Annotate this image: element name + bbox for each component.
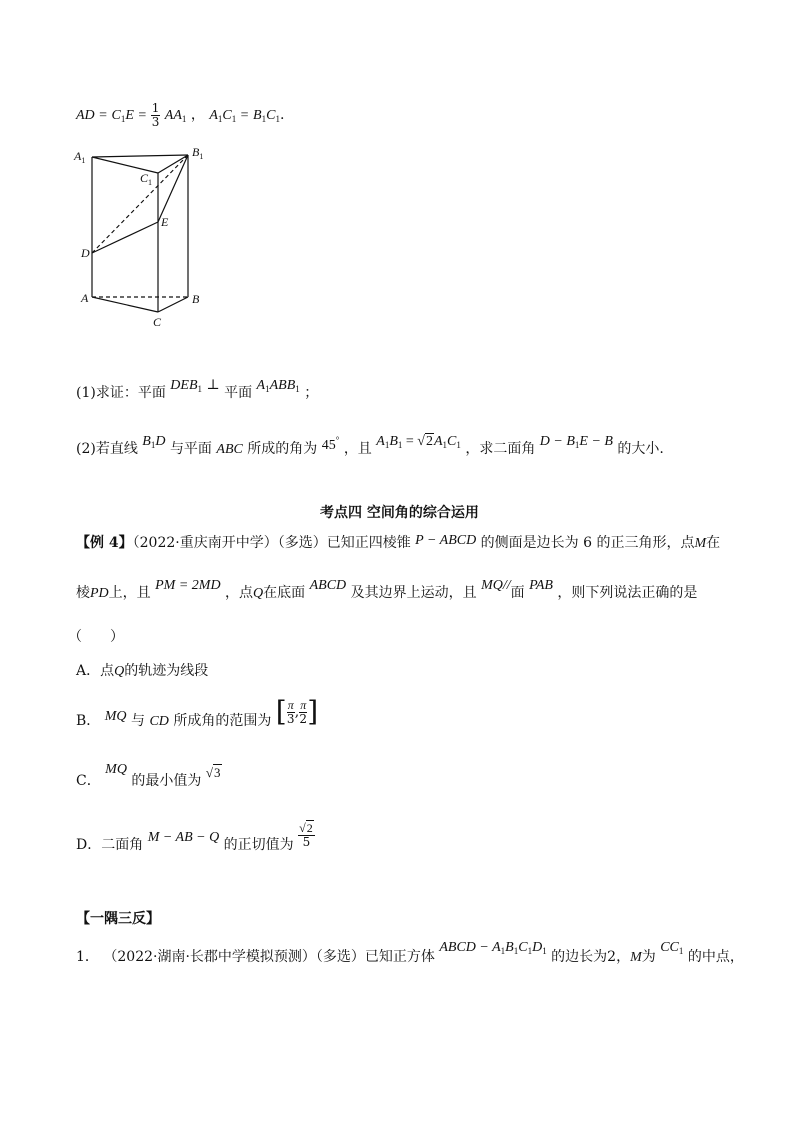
- sub-1: 1: [261, 114, 267, 125]
- deg-sign: °: [335, 435, 340, 445]
- q2-end: 的大小.: [617, 441, 664, 457]
- edge-db1-hidden: [92, 155, 188, 253]
- label-a1: $A_1$: [74, 149, 86, 165]
- example-source: （2022·重庆南开中学）（多选）已知正四棱锥: [132, 535, 411, 551]
- label-a: A: [81, 291, 89, 305]
- sub-1: 1: [120, 114, 126, 125]
- option-label: C．: [76, 773, 101, 789]
- problem-number: 1．: [76, 949, 99, 965]
- edge-de: [92, 222, 158, 253]
- dihedral-angle: [540, 434, 613, 449]
- eq-sign: =: [99, 108, 108, 124]
- frac-num: 1: [151, 101, 160, 115]
- seg-ad: AD: [76, 108, 95, 124]
- angle-45: [321, 435, 340, 453]
- angle-text-b: E − B: [579, 434, 613, 449]
- section-title: 考点四 空间角的综合运用: [320, 505, 479, 521]
- cube-name: [439, 940, 546, 955]
- edge-a1c1: [92, 157, 158, 173]
- seg-aa1: AA: [164, 108, 182, 124]
- top-formula: [76, 102, 284, 128]
- a-text: A: [376, 434, 385, 449]
- q2-mid3: ，且: [343, 441, 372, 457]
- problem-text: 的中点，: [687, 949, 744, 965]
- text: 及其边界上运动，且: [350, 585, 477, 601]
- point-m: M: [630, 950, 642, 965]
- sub-1: 1: [217, 114, 223, 125]
- eq-pm-2md: PM = 2MD: [155, 578, 221, 593]
- bracket-right: ]: [307, 695, 319, 728]
- label-b: B: [192, 292, 200, 306]
- frac-den: 3: [286, 711, 295, 726]
- q1-end: ；: [304, 385, 319, 401]
- option-label: B．: [76, 713, 101, 729]
- edge-pd: PD: [90, 586, 109, 601]
- point-m: M: [694, 536, 707, 551]
- problem-text: 为: [641, 949, 656, 965]
- deg-value: 45: [321, 438, 336, 453]
- plane-deb1: [170, 378, 202, 393]
- sub-1: 1: [150, 440, 156, 450]
- edge-length: 2，: [607, 949, 631, 965]
- sub-1: 1: [574, 440, 580, 450]
- seg-b1c1-c: C: [266, 108, 276, 124]
- option-a: [76, 664, 208, 679]
- frac-den: 2: [299, 711, 308, 726]
- edge-a1b1: [92, 155, 188, 157]
- cc-text: CC: [660, 940, 679, 955]
- seg-cd: CD: [149, 714, 169, 729]
- q2-mid4: ，求二面角: [465, 441, 536, 457]
- frac-pi-3: [287, 699, 295, 725]
- option-text: 的轨迹为线段: [124, 663, 209, 679]
- example-text2: 在: [706, 535, 721, 551]
- option-text: 的最小值为: [131, 773, 202, 789]
- abb-text: ABB: [269, 378, 296, 393]
- problem-text: 的边长为: [551, 949, 608, 965]
- seg-b1c1-b: B: [253, 108, 262, 124]
- seg-mq: MQ: [105, 762, 127, 777]
- sub-1: 1: [442, 440, 448, 450]
- q1-prefix: (1)求证：平面: [76, 385, 166, 401]
- sub-1: 1: [678, 946, 684, 956]
- plane-pab: PAB: [529, 578, 553, 593]
- answer-paren: （ ）: [68, 629, 124, 645]
- deb-text: DEB: [170, 378, 198, 393]
- sub-1: 1: [397, 440, 403, 450]
- q2-mid2: 所成的角为: [247, 441, 318, 457]
- seg-c1e-e: E: [125, 108, 134, 124]
- seg-a1c1-a: A: [209, 108, 218, 124]
- cube-b: B: [505, 940, 514, 955]
- sub-1: 1: [295, 384, 300, 394]
- text: 面: [510, 585, 525, 601]
- text: ，点: [225, 585, 254, 601]
- bracket-left: [: [275, 695, 287, 728]
- a-text: A: [433, 434, 443, 449]
- text: 上，且: [108, 585, 151, 601]
- edge-ac: [92, 297, 158, 312]
- option-label: D．二面角: [76, 837, 144, 854]
- sub-1: 1: [500, 946, 506, 956]
- text: 在底面: [263, 585, 306, 601]
- frac-num: π: [287, 697, 294, 712]
- fraction-one-third: [151, 102, 161, 128]
- question-1: [76, 378, 319, 402]
- option-text: 所成角的范围为: [173, 713, 272, 729]
- line-b1d: [142, 434, 165, 449]
- label-b1: $B_1$: [192, 145, 204, 161]
- angle-text-a: D − B: [539, 434, 575, 449]
- dihedral-expr: M − AB − Q: [147, 830, 220, 846]
- frac-num: π: [300, 697, 307, 712]
- problem-1: [76, 940, 744, 966]
- sub-1: 1: [513, 946, 519, 956]
- example-label: 【例 4】: [76, 535, 133, 551]
- question-2: [76, 434, 664, 458]
- b-text: B: [142, 434, 151, 449]
- cube-text: ABCD − A: [439, 940, 501, 955]
- option-label: A．点: [76, 663, 115, 679]
- sub-1: 1: [456, 440, 461, 450]
- b-text: B: [389, 434, 398, 449]
- sub-1: 1: [265, 384, 270, 394]
- label-d: D: [81, 246, 90, 260]
- sub-1: 1: [275, 114, 280, 125]
- edge-eb1: [158, 155, 188, 222]
- sub-1: 1: [384, 440, 390, 450]
- prism-figure: [70, 140, 220, 340]
- cube-d: D: [532, 940, 543, 955]
- yiyu-heading: 【一隅三反】: [76, 911, 160, 927]
- plane-a1abb1: [257, 378, 300, 393]
- sub-1: 1: [181, 114, 187, 125]
- pyramid-name: P − ABCD: [415, 533, 477, 548]
- seg-c1e-c: C: [111, 108, 121, 124]
- option-c: [76, 762, 222, 792]
- seg-mq: MQ: [104, 709, 127, 724]
- sqrt-value: 3: [214, 765, 221, 780]
- text: ，则下列说法正确的是: [557, 585, 698, 601]
- option-text: 的正切值为: [223, 837, 294, 854]
- q2-mid1: 与平面: [169, 441, 212, 457]
- comma: ，: [190, 107, 205, 124]
- base-abcd: ABCD: [309, 578, 347, 593]
- edge-cb: [158, 297, 188, 312]
- sub-1: 1: [231, 114, 237, 125]
- problem-source: （2022·湖南·长郡中学模拟预测）（多选）已知正方体: [103, 949, 435, 965]
- point-q: Q: [253, 586, 264, 601]
- sub-1: 1: [542, 946, 547, 956]
- mq-parallel: MQ//: [481, 578, 511, 593]
- sqrt-value: 2: [306, 821, 313, 835]
- point-q: Q: [114, 664, 125, 679]
- example4-line1: [76, 533, 721, 551]
- plane-abc: ABC: [216, 442, 243, 457]
- sqrt-sign: √: [417, 434, 425, 449]
- period: .: [279, 107, 285, 124]
- example4-line2: [76, 578, 698, 601]
- frac-den: 3: [151, 114, 160, 129]
- sub-1: 1: [527, 946, 533, 956]
- option-text: 与: [130, 713, 145, 729]
- sub-1: 1: [197, 384, 203, 394]
- eq-a1b1-sqrt2-a1c1: [376, 434, 461, 449]
- edge-cc1: [660, 940, 683, 955]
- c-text: C: [447, 434, 457, 449]
- sqrt-3: √3: [205, 765, 221, 780]
- label-e: E: [161, 215, 169, 229]
- text: 棱: [76, 585, 90, 601]
- perp-sign: ⊥: [206, 378, 220, 393]
- option-d: [76, 818, 315, 854]
- frac-num: √2: [299, 821, 313, 835]
- cube-c: C: [518, 940, 528, 955]
- example-text1: 的侧面是边长为 6 的正三角形，点: [480, 535, 695, 551]
- a-text: A: [256, 378, 266, 393]
- q1-mid: 平面: [224, 385, 253, 401]
- option-b: [76, 695, 319, 732]
- d-text: D: [155, 434, 166, 449]
- seg-a1c1-c: C: [222, 108, 232, 124]
- eq-sign: =: [240, 108, 249, 124]
- q2-prefix: (2)若直线: [76, 441, 138, 457]
- comma: ,: [294, 704, 300, 720]
- eq-sign: =: [405, 434, 414, 449]
- sqrt-value: 2: [425, 434, 433, 449]
- label-c: C: [153, 315, 162, 329]
- label-c1: $C_1$: [140, 171, 153, 187]
- frac-den: 5: [302, 834, 311, 849]
- eq-sign: =: [138, 108, 147, 124]
- frac-sqrt2-5: [298, 822, 315, 848]
- angle-range: [275, 695, 319, 728]
